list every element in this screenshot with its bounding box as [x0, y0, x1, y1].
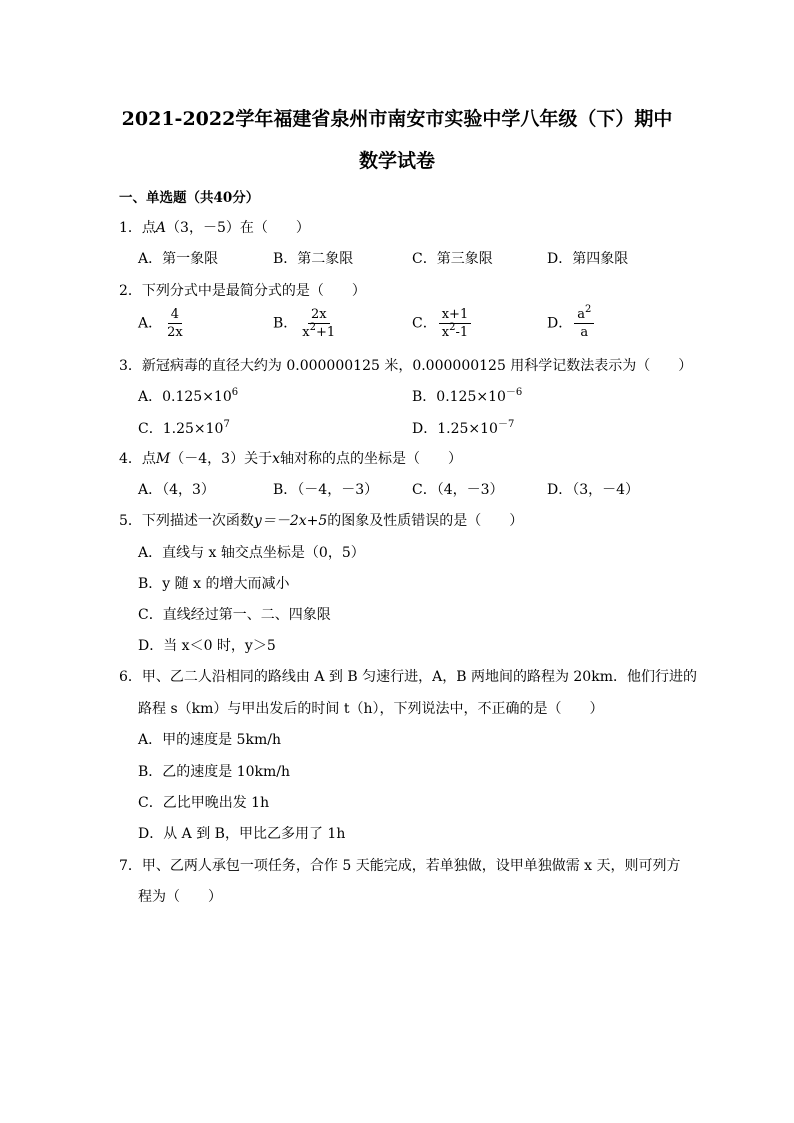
question-6-stem-line1: 6．甲、乙二人沿相同的路线由 A 到 B 匀速行进，A，B 两地间的路程为 20km．他们行进的	[119, 669, 697, 685]
question-6-option-c[interactable]: C．乙比甲晚出发 1h	[138, 795, 270, 811]
question-2-option-c[interactable]: C． $\frac{x+1}{x^2-1}$	[412, 306, 471, 341]
question-3-option-c[interactable]: C．$1.25\times 10^7$	[138, 419, 230, 437]
fraction: $\frac{4}{2x}$	[167, 307, 183, 340]
question-6-option-b[interactable]: B．乙的速度是 10km/h	[138, 764, 291, 780]
question-1-option-a[interactable]: A．第一象限	[138, 251, 219, 267]
question-3-stem: 3．新冠病毒的直径大约为 0.000000125 米，0.000000125 用科学记数法表示为（ ）	[119, 358, 693, 374]
question-5-option-b[interactable]: B．y 随 x 的增大而减小	[138, 576, 290, 592]
question-1-option-b[interactable]: B．第二象限	[273, 251, 354, 267]
question-4-option-d[interactable]: D．（3，－4）	[547, 482, 640, 498]
question-7-stem-line1: 7．甲、乙两人承包一项任务，合作 5 天能完成，若单独做，设甲单独做需 x 天，则可列方	[119, 858, 681, 874]
question-7-stem-line2: 程为（ ）	[138, 889, 222, 905]
question-6-option-d[interactable]: D．从 A 到 B，甲比乙多用了 1h	[138, 826, 346, 842]
question-6-option-a[interactable]: A．甲的速度是 5km/h	[138, 732, 281, 748]
question-4-option-c[interactable]: C．（4，－3）	[412, 482, 504, 498]
question-4-option-b[interactable]: B．（－4，－3）	[273, 482, 379, 498]
question-1-option-c[interactable]: C．第三象限	[412, 251, 493, 267]
exam-title-line1: 2021-2022学年福建省泉州市南安市实验中学八年级（下）期中	[121, 108, 673, 130]
fraction: $\frac{a^2}{a}$	[574, 306, 594, 341]
question-2-option-a[interactable]: A． $\frac{4}{2x}$	[138, 306, 186, 341]
question-2-option-b[interactable]: B． $\frac{2x}{x^2+1}$	[273, 306, 338, 341]
fraction: $\frac{x+1}{x^2-1}$	[439, 306, 472, 341]
question-1-option-d[interactable]: D．第四象限	[547, 251, 629, 267]
question-5-stem: 5．下列描述一次函数y＝－2x+5的图象及性质错误的是（ ）	[119, 513, 524, 529]
question-3-option-a[interactable]: A．$0.125\times 10^6$	[138, 387, 239, 405]
fraction: $\frac{2x}{x^2+1}$	[302, 307, 336, 340]
exam-title-line2: 数学试卷	[358, 150, 435, 172]
section-heading: 一、单选题（共40分）	[119, 190, 260, 206]
question-3-option-b[interactable]: B．$0.125\times 10^{-6}$	[412, 387, 523, 405]
question-2-option-d[interactable]: D． $\frac{a^2}{a}$	[547, 306, 594, 341]
question-6-stem-line2: 路程 s（km）与甲出发后的时间 t（h），下列说法中，不正确的是（ ）	[138, 701, 604, 717]
question-3-option-d[interactable]: D．$1.25\times 10^{-7}$	[412, 419, 515, 437]
question-2-stem: 2．下列分式中是最简分式的是（ ）	[119, 283, 366, 299]
question-4-option-a[interactable]: A．（4，3）	[138, 482, 215, 498]
question-1-stem: 1．点A（3，－5）在（ ）	[119, 220, 310, 236]
question-5-option-a[interactable]: A．直线与 x 轴交点坐标是（0，5）	[138, 545, 365, 561]
question-4-stem: 4．点M（－4，3）关于x轴对称的点的坐标是（ ）	[119, 451, 462, 467]
question-5-option-c[interactable]: C．直线经过第一、二、四象限	[138, 607, 331, 623]
question-5-option-d[interactable]: D．当 x＜0 时，y＞5	[138, 638, 276, 654]
